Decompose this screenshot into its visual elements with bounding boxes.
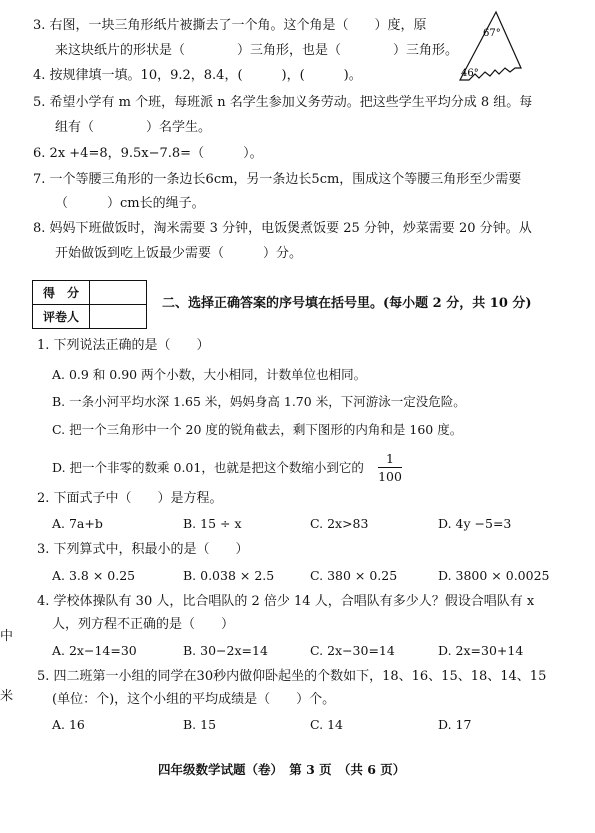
mc3-option-b: B. 0.038 × 2.5 bbox=[183, 568, 275, 583]
mc4-option-a: A. 2x−14=30 bbox=[52, 643, 137, 658]
q3-line2: 来这块纸片的形状是（ ）三角形，也是（ ）三角形。 bbox=[55, 43, 459, 58]
section2-title: 二、选择正确答案的序号填在括号里。(每小题 2 分，共 10 分) bbox=[162, 296, 532, 311]
q6-number: 6. bbox=[33, 146, 46, 161]
q3-number: 3. bbox=[33, 18, 46, 33]
q3-text: 右图，一块三角形纸片被撕去了一个角。这个角是（ ）度，原 bbox=[49, 18, 427, 33]
angle-46-label: 46° bbox=[461, 68, 479, 79]
mc4-stem-line1 bbox=[37, 593, 534, 611]
q8-text: 妈妈下班做饭时，淘米需要 3 分钟，电饭煲煮饭要 25 分钟，炒菜需要 20 分钟。从 bbox=[49, 221, 532, 236]
mc5-number: 5. bbox=[37, 669, 50, 684]
mc5-stem-line1 bbox=[37, 668, 546, 686]
mc4-option-c: C. 2x−30=14 bbox=[310, 643, 395, 658]
mc4-number: 4. bbox=[37, 594, 50, 609]
q5-line1 bbox=[33, 94, 532, 112]
mc1-stem-line bbox=[37, 337, 210, 355]
mc2-number: 2. bbox=[37, 491, 50, 506]
mc1-option-d: D. 把一个非零的数乘 0.01，也就是把这个数缩小到它的 bbox=[52, 460, 364, 475]
q5-text: 希望小学有 m 个班，每班派 n 名学生参加义务劳动。把这些学生平均分成 8 组。每 bbox=[49, 95, 533, 110]
mc4-stem: 学校体操队有 30 人，比合唱队的 2 倍少 14 人，合唱队有多少人？假设合唱队有 x bbox=[53, 594, 535, 609]
mc5-option-c: C. 14 bbox=[310, 717, 343, 732]
mc5-stem-line2: (单位：个)，这个小组的平均成绩是（ ）个。 bbox=[52, 692, 336, 707]
mc1-stem: 下列说法正确的是（ ） bbox=[53, 338, 210, 353]
mc2-option-c: C. 2x>83 bbox=[310, 516, 369, 531]
q7-text: 一个等腰三角形的一条边长6cm，另一条边长5cm，围成这个等腰三角形至少需要 bbox=[49, 172, 522, 187]
fraction-one-hundredth bbox=[378, 451, 402, 484]
q4-text: 按规律填一填。10，9.2，8.4，( )，( )。 bbox=[49, 68, 362, 83]
torn-triangle-figure bbox=[455, 10, 525, 82]
mc4-stem-line2: 人，列方程不正确的是（ ） bbox=[52, 617, 235, 632]
mc3-option-a: A. 3.8 × 0.25 bbox=[52, 568, 136, 583]
q6-line1 bbox=[33, 145, 263, 163]
grader-cell bbox=[90, 305, 147, 329]
grader-label: 评卷人 bbox=[33, 305, 90, 329]
q8-line1 bbox=[33, 220, 532, 238]
q7-line2: （ ）cm长的绳子。 bbox=[55, 196, 205, 211]
score-box bbox=[32, 280, 147, 329]
q7-number: 7. bbox=[33, 172, 46, 187]
mc4-option-b: B. 30−2x=14 bbox=[183, 643, 268, 658]
mc4-option-d: D. 2x=30+14 bbox=[438, 643, 524, 658]
mc2-stem-line bbox=[37, 490, 223, 508]
q3-line1 bbox=[33, 17, 427, 35]
mc2-option-a: A. 7a+b bbox=[52, 516, 103, 531]
page-footer: 四年级数学试题（卷） 第 3 页 （共 6 页） bbox=[158, 762, 406, 777]
q7-line1 bbox=[33, 171, 521, 189]
score-cell bbox=[90, 281, 147, 305]
fraction-bar bbox=[378, 467, 402, 468]
margin-char-zhong: 中 bbox=[0, 629, 14, 644]
mc2-option-b: B. 15 ÷ x bbox=[183, 516, 242, 531]
mc5-stem: 四二班第一小组的同学在30秒内做仰卧起坐的个数如下，18、16、15、18、14、15 bbox=[53, 669, 547, 684]
mc5-option-a: A. 16 bbox=[52, 717, 85, 732]
q5-line2: 组有（ ）名学生。 bbox=[55, 120, 212, 135]
mc1-option-c: C. 把一个三角形中一个 20 度的锐角截去，剩下图形的内角和是 160 度。 bbox=[52, 422, 463, 437]
mc5-option-d: D. 17 bbox=[438, 717, 472, 732]
score-label: 得 分 bbox=[33, 281, 90, 305]
fraction-numerator: 1 bbox=[386, 451, 394, 466]
mc3-stem-line bbox=[37, 541, 249, 559]
q4-line1 bbox=[33, 67, 362, 85]
fraction-denominator: 100 bbox=[378, 469, 402, 484]
angle-67-label: 67° bbox=[483, 28, 501, 39]
mc3-stem: 下列算式中，积最小的是（ ） bbox=[53, 542, 249, 557]
mc2-option-d: D. 4y −5=3 bbox=[438, 516, 512, 531]
q5-number: 5. bbox=[33, 95, 46, 110]
q8-number: 8. bbox=[33, 221, 46, 236]
q6-text: 2x +4=8，9.5x−7.8=（ ）。 bbox=[49, 146, 263, 161]
margin-char-mi: 米 bbox=[0, 689, 14, 704]
mc1-option-b: B. 一条小河平均水深 1.65 米，妈妈身高 1.70 米，下河游泳一定没危险。 bbox=[52, 394, 466, 409]
mc5-option-b: B. 15 bbox=[183, 717, 217, 732]
mc1-number: 1. bbox=[37, 338, 50, 353]
mc3-number: 3. bbox=[37, 542, 50, 557]
mc3-option-c: C. 380 × 0.25 bbox=[310, 568, 398, 583]
mc1-option-a: A. 0.9 和 0.90 两个小数，大小相同，计数单位也相同。 bbox=[52, 367, 367, 382]
mc3-option-d: D. 3800 × 0.0025 bbox=[438, 568, 550, 583]
q8-line2: 开始做饭到吃上饭最少需要（ ）分。 bbox=[55, 246, 303, 261]
q4-number: 4. bbox=[33, 68, 46, 83]
mc2-stem: 下面式子中（ ）是方程。 bbox=[53, 491, 223, 506]
